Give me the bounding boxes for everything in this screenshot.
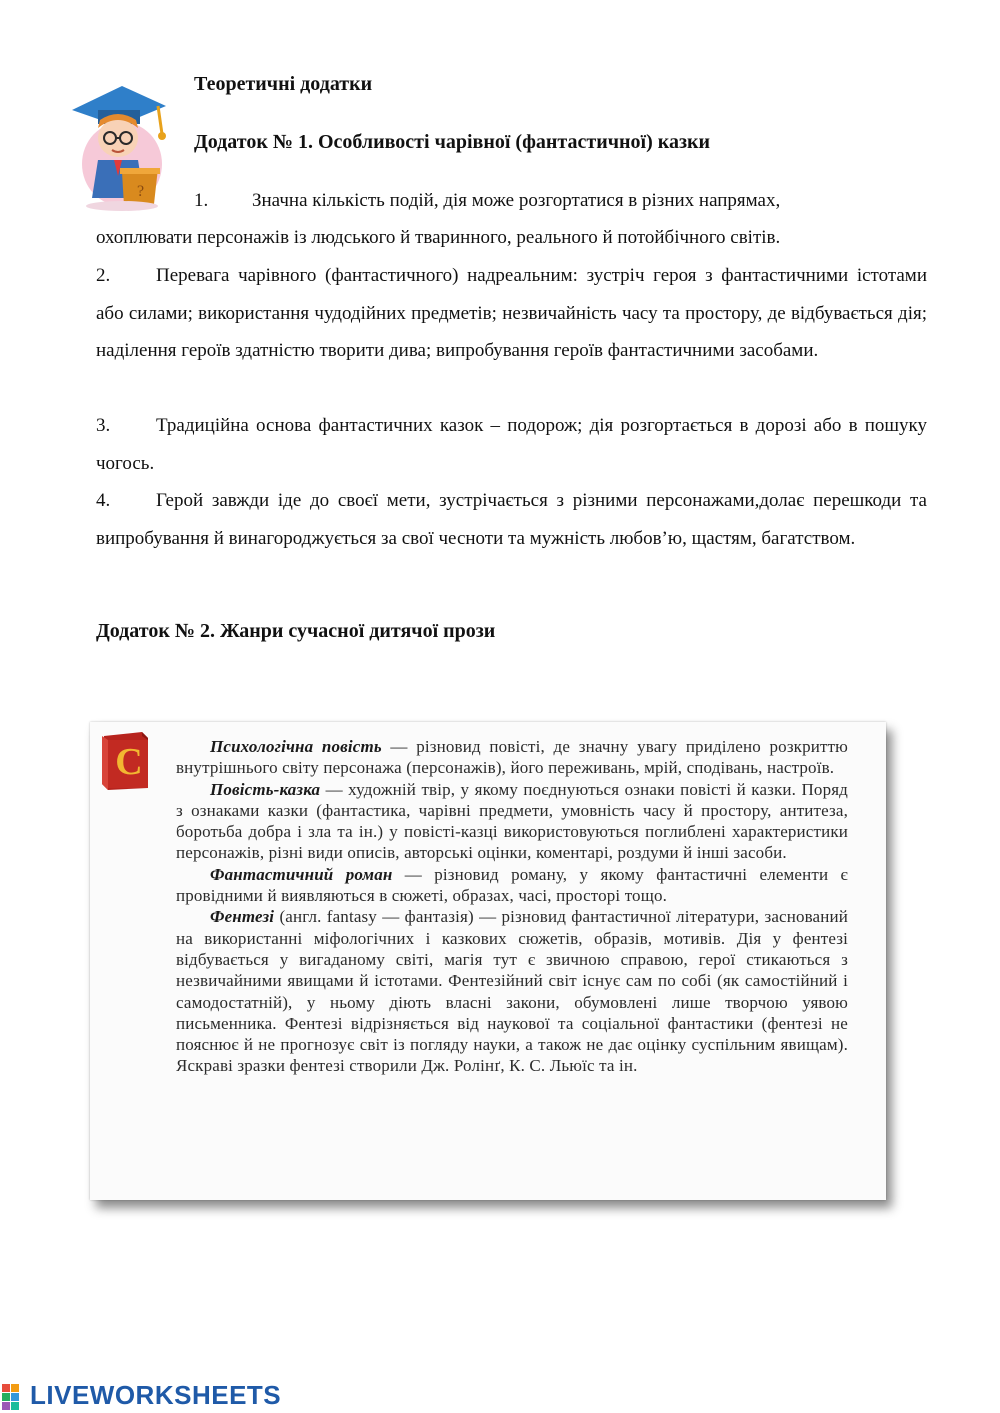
liveworksheets-logo[interactable]: LIVEWORKSHEETS	[30, 1380, 282, 1410]
appendix1-item-2	[96, 257, 927, 370]
item-number: 1.	[194, 190, 209, 211]
genre-term: Фентезі	[210, 907, 275, 927]
page-title: Теоретичні додатки	[194, 73, 373, 95]
appendix1-item-1-continuation: охоплювати персонажів із людського й тваринного, реального й потойбічного світів.	[96, 227, 781, 248]
genre-term: Фантастичний роман	[210, 864, 393, 884]
appendix1-item-3	[96, 407, 927, 482]
item-number: 4.	[96, 490, 111, 511]
textbook-excerpt-text	[176, 736, 848, 1077]
genre-term: Психологічна повість	[210, 737, 382, 756]
appendix1-item-1	[194, 182, 927, 220]
genre-entry	[176, 864, 848, 907]
genre-definition: (англ. fantasy — фантазія) — різновид фантастичної літератури, заснований на використанні міфологічних і казкових сюжетів, образів, мотивів. Дія у фентезі відбувається у вигаданому світі, магія тут є звичною справою, герої стикаються з незвичайними явищами й істотами. Фентезійний світ існує сам по собі (як самостійний і самодостатній), у ньому діють власні закони, обумовлені лише творчою уявою письменника. Фентезі відрізняється від наукової та соціальної фантастики (фентезі не пояснює й не прогнозує світ із погляду науки, а також не дає оцінку суспільним явищам). Яскраві зразки фентезі створили Дж. Ролінґ, К. С. Льюїс та ін.	[176, 907, 848, 1076]
appendix1-item-4	[96, 482, 927, 557]
item-text: Традиційна основа фантастичних казок – подорож; дія розгортається в дорозі або в пошуку чогось.	[96, 415, 927, 474]
genre-definition: — різновид роману, у якому фантастичні елементи є провідними й виявляються в сюжеті, образах, часі, просторі тощо.	[176, 864, 848, 906]
genre-entry	[176, 736, 848, 779]
genre-entry	[176, 779, 848, 864]
liveworksheets-logo-icon	[2, 1384, 28, 1410]
svg-text:?: ?	[137, 183, 145, 200]
teacher-illustration	[62, 72, 172, 212]
item-text: Герой завжди іде до своєї мети, зустрічається з різними персонажами,долає перешкоди та випробування й винагороджується за свої чесноти та мужність любов’ю, щастям, багатством.	[96, 490, 927, 549]
item-number: 2.	[96, 265, 111, 286]
book-letter: С	[115, 741, 143, 783]
genre-definition: — художній твір, у якому поєднуються ознаки повісті й казки. Поряд з ознаками казки (фантастика, чарівні предмети, умовність часу й простору, антитеза, боротьба добра і зла та ін.) у повісті-казці використовуються поглиблені характеристики персонажів, різні види описів, авторські оцінки, коментарі, роздуми й інші засоби.	[176, 779, 848, 863]
item-text: Перевага чарівного (фантастичного) надреальним: зустріч героя з фантастичними істотами або силами; використання чудодійних предметів; незвичайність часу та простору, де відбувається дія; наділення героїв здатністю творити дива; випробування героїв фантастичними засобами.	[96, 265, 927, 361]
item-number: 3.	[96, 415, 111, 436]
item-text: Значна кількість подій, дія може розгортатися в різних напрямах,	[252, 190, 781, 211]
appendix1-heading: Додаток № 1. Особливості чарівної (фантастичної) казки	[194, 131, 711, 153]
genre-entry	[176, 906, 848, 1076]
genre-definition: — різновид повісті, де значну увагу приділено розкриттю внутрішнього світу персонажа (персонажів), його переживань, мрій, сподівань, настроїв.	[176, 737, 848, 778]
appendix2-heading: Додаток № 2. Жанри сучасної дитячої прози	[96, 620, 496, 642]
genre-term: Повість-казка	[210, 779, 321, 799]
